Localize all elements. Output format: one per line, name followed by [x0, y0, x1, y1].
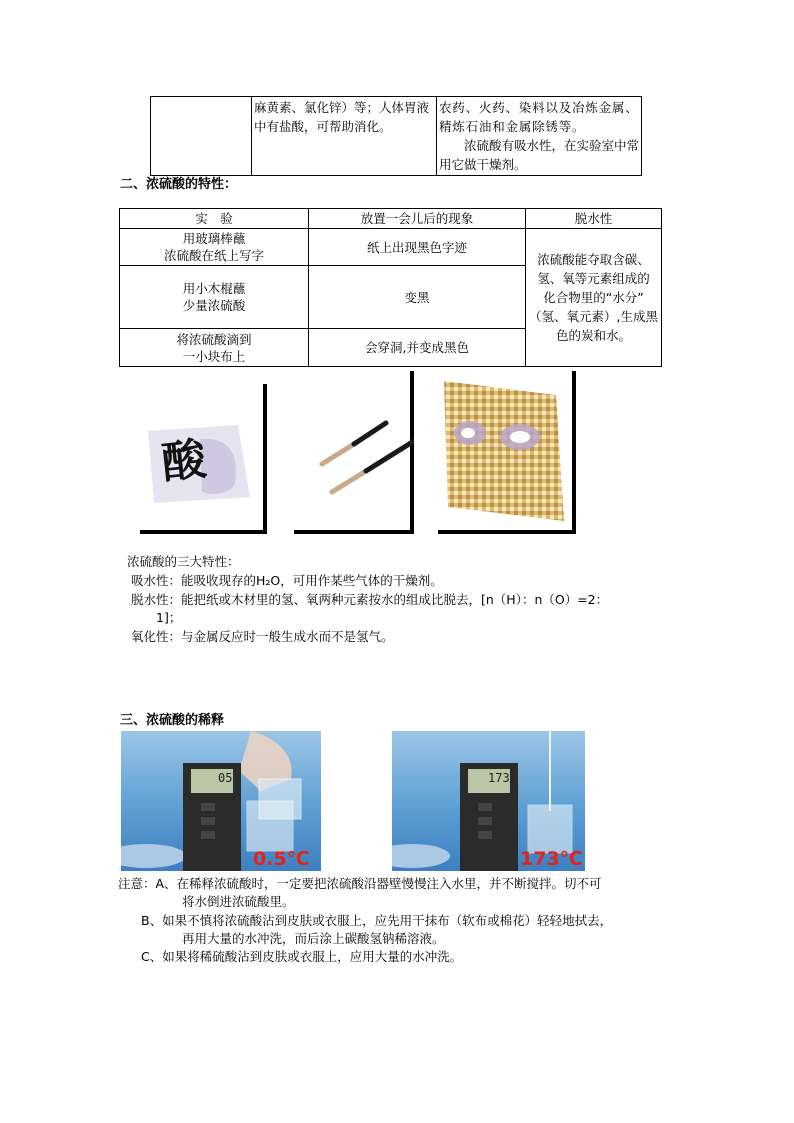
header-experiment: 实 验 — [120, 209, 309, 229]
experiment-line: 用小木棍蘸 — [182, 281, 246, 296]
note-line: （氢、氧元素）,生成黑 — [529, 309, 658, 324]
oxidize-property: 氧化性：与金属反应时一般生成水而不是氢气。 — [131, 629, 394, 644]
experiment-line: 一小块布上 — [182, 348, 246, 364]
experiment-line: 少量浓硫酸 — [182, 298, 246, 313]
desiccant-text: 浓硫酸有吸水性，在实验室中常用它做干燥剂。 — [439, 138, 640, 172]
section-heading-dilution: 三、浓硫酸的稀释 — [120, 713, 225, 728]
uses-table-cell-3 — [437, 97, 642, 176]
dehydrate-property-line1: 脱水性：能把纸或木材里的氢、氧两种元素按水的组成比脱去，[n（H）：n（O）=2： — [131, 592, 609, 607]
note-b-line2: 再用大量的水冲洗，而后涂上碳酸氢钠稀溶液。 — [182, 931, 445, 946]
charred-sticks-illustration — [294, 371, 414, 534]
absorb-property: 吸水性：能吸收现存的H₂O，可用作某些气体的干燥剂。 — [131, 573, 443, 588]
header-phenomenon: 放置一会儿后的现象 — [309, 209, 526, 229]
meter-reading-1: 05 — [218, 771, 233, 785]
section-heading-properties: 二、浓硫酸的特性： — [120, 177, 238, 192]
temperature-label-2: 173℃ — [520, 848, 583, 870]
experiment-line: 将浓硫酸滴到 — [176, 331, 252, 347]
uses-table-cell-2 — [252, 97, 437, 176]
burnt-cloth-photo — [438, 371, 576, 534]
uses-table-cell-1 — [151, 97, 252, 176]
experiment-cell — [120, 329, 309, 367]
paper-character: 酸 — [159, 433, 209, 490]
uses-h2so4-text: 农药、火药、染料以及冶炼金属、精炼石油和金属除锈等。 — [439, 100, 639, 134]
phenomenon-cell: 会穿洞,并变成黑色 — [309, 329, 526, 367]
experiment-cell — [120, 229, 309, 266]
note-line: 氢、氧等元素组成的 — [537, 271, 650, 286]
header-dehydration: 脱水性 — [526, 209, 662, 229]
experiment-line: 浓硫酸在纸上写字 — [163, 248, 264, 263]
paper-writing-photo — [140, 379, 267, 534]
meter-reading-2: 173 — [488, 771, 510, 785]
note-c: C、如果将稀硫酸沾到皮肤或衣服上，应用大量的水冲洗。 — [141, 949, 463, 964]
note-a-line1: 注意：A、在稀释浓硫酸时，一定要把浓硫酸沿器壁慢慢注入水里，并不断搅拌。切不可 — [118, 876, 602, 891]
charred-sticks-photo — [294, 371, 414, 534]
uses-hcl-text: 麻黄素、氯化锌）等；人体胃液中有盐酸，可帮助消化。 — [254, 100, 430, 134]
phenomenon-cell: 变黑 — [309, 266, 526, 329]
temperature-label-1: 0.5℃ — [253, 848, 310, 870]
note-line: 色的炭和水。 — [555, 328, 631, 343]
experiment-cell — [120, 266, 309, 329]
properties-title: 浓硫酸的三大特性： — [127, 554, 240, 569]
dilution-photo-before — [121, 731, 321, 871]
burnt-cloth-illustration — [438, 371, 576, 534]
note-line: 浓硫酸能夺取含碳、 — [537, 252, 650, 267]
experiment-line: 用玻璃棒蘸 — [182, 231, 246, 246]
note-a-line2: 将水倒进浓硫酸里。 — [182, 894, 295, 909]
experiment-table — [119, 208, 662, 367]
uses-table — [150, 96, 642, 176]
note-b-line1: B、如果不慎将浓硫酸沾到皮肤或衣服上，应先用干抹布（软布或棉花）轻轻地拭去， — [141, 913, 613, 928]
phenomenon-cell: 纸上出现黑色字迹 — [309, 229, 526, 266]
dehydrate-property-line2: 1]； — [156, 610, 182, 625]
dilution-photo-after — [392, 731, 585, 871]
note-line: 化合物里的“水分” — [543, 290, 644, 305]
dehydration-note-cell — [526, 229, 662, 367]
